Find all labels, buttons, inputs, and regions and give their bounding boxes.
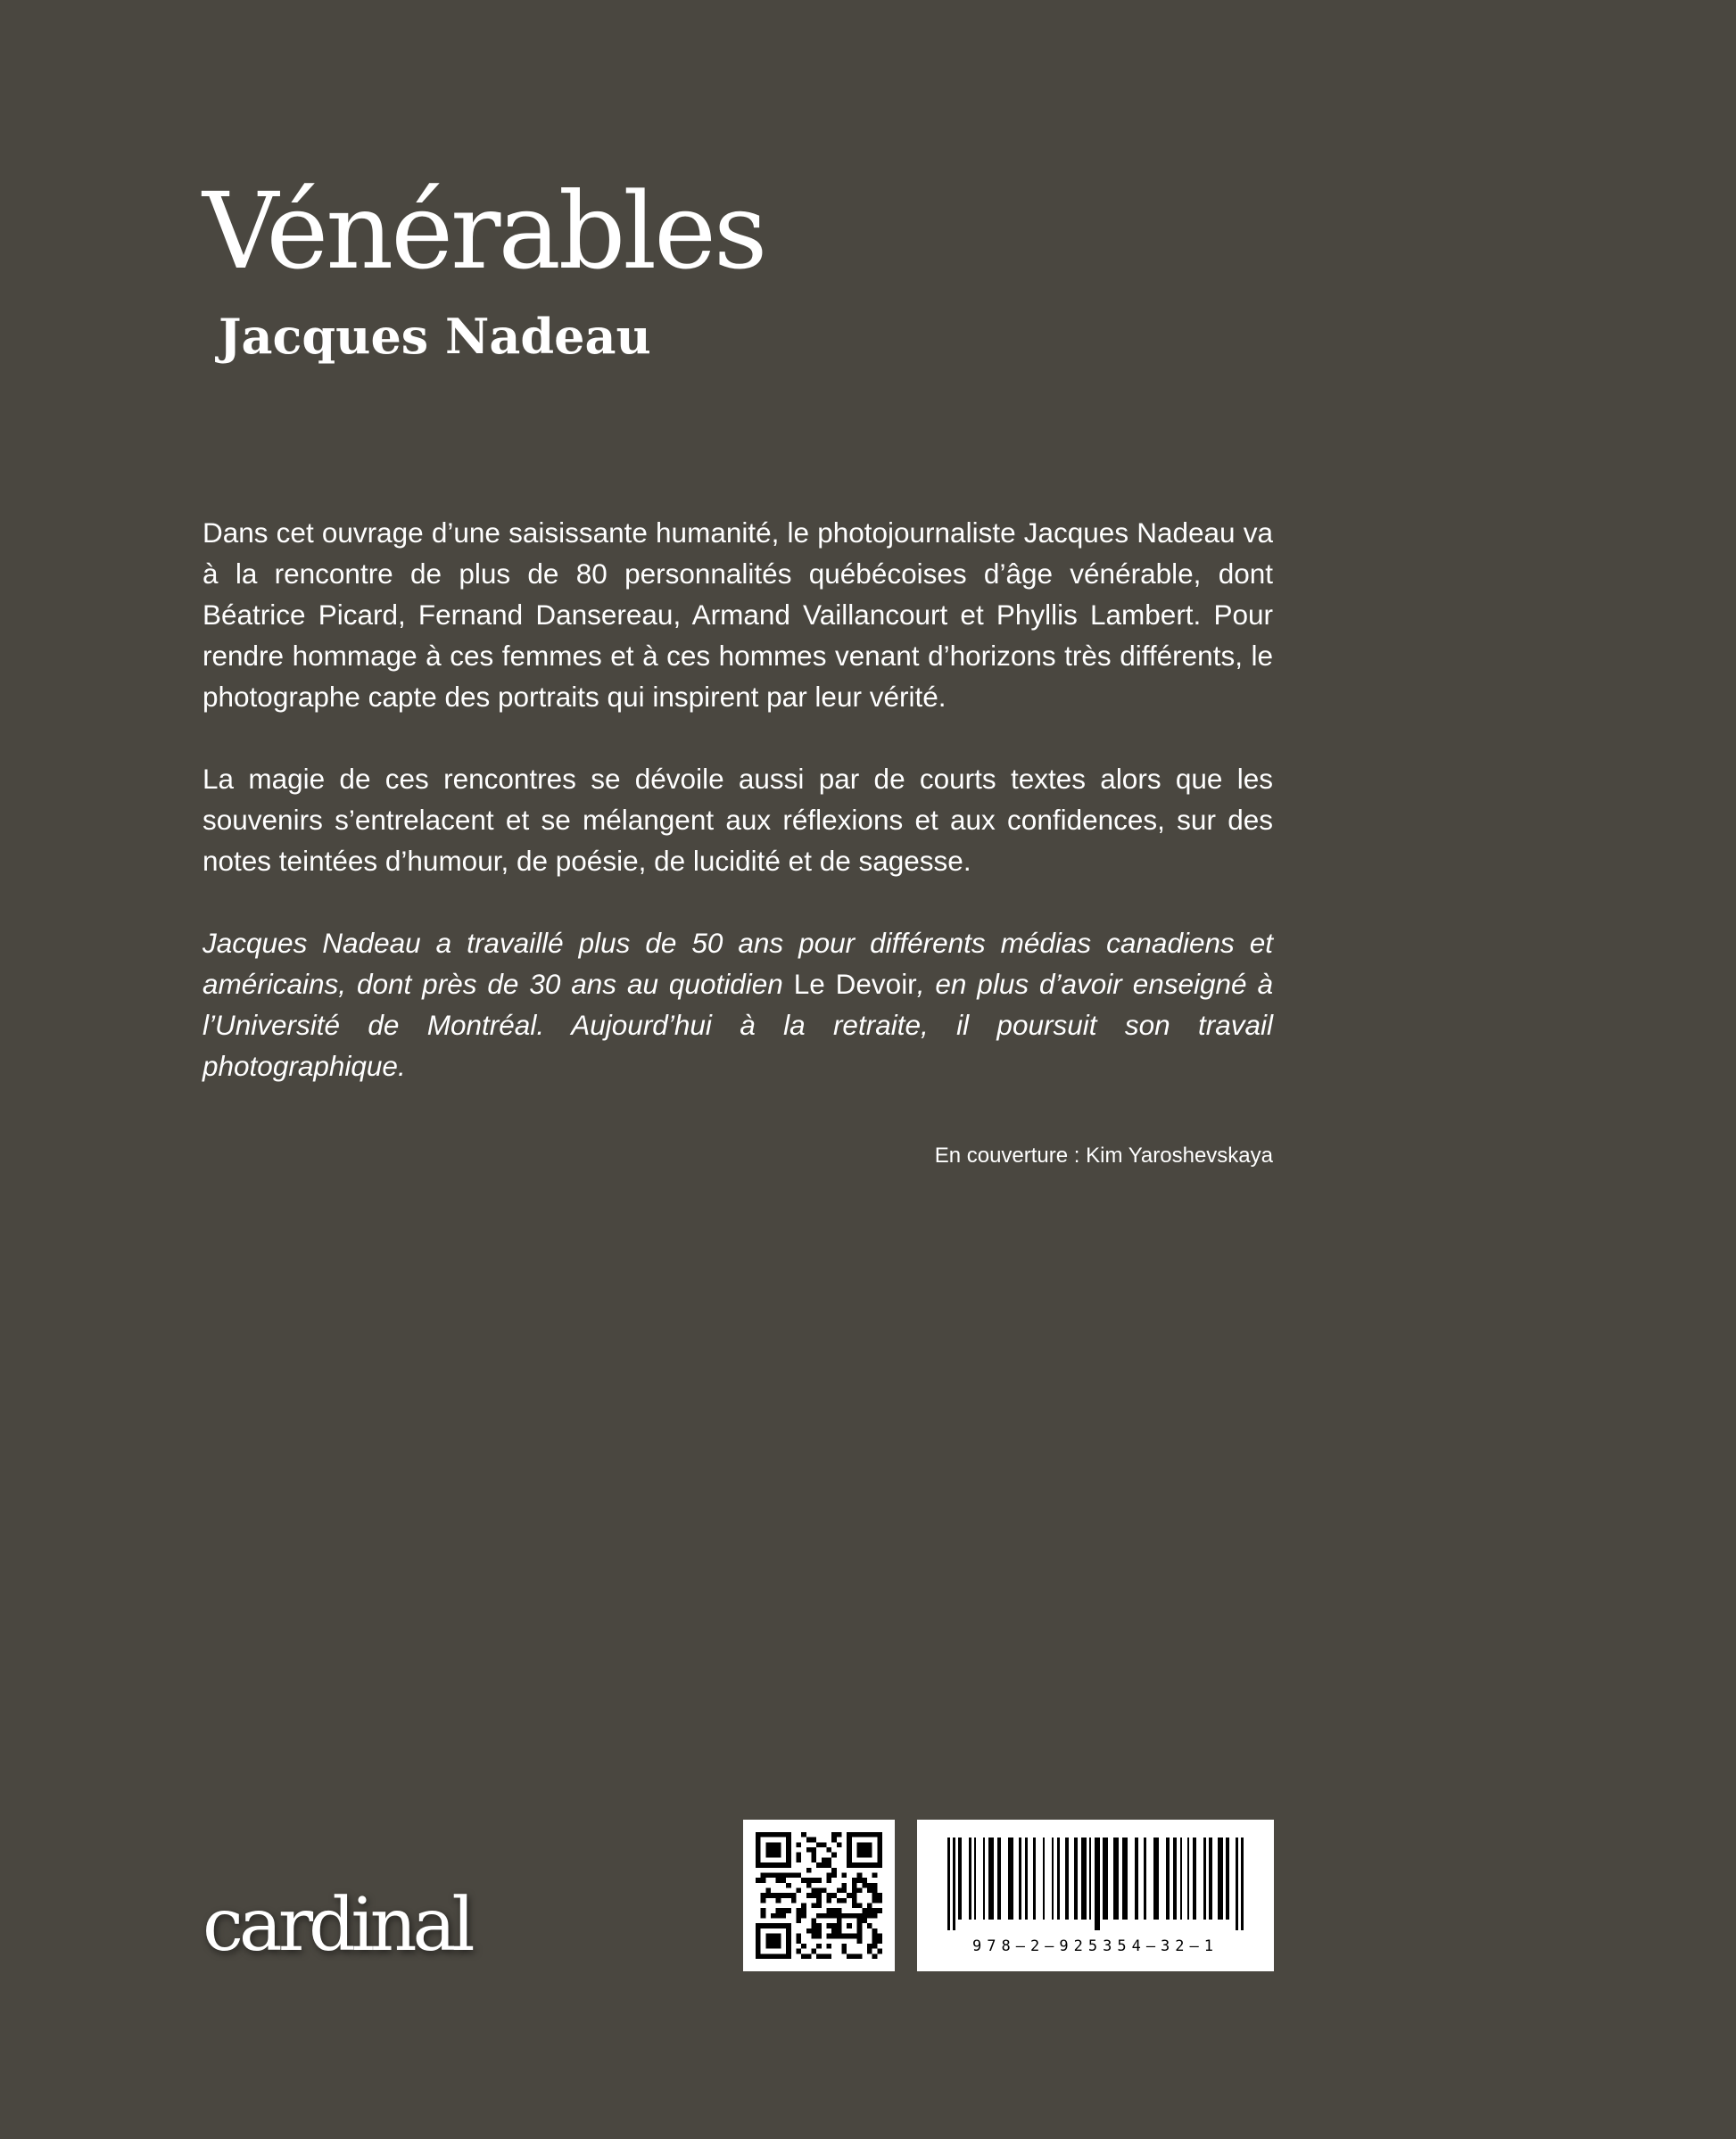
isbn-number: 978—2—925354—32—1 bbox=[972, 1937, 1219, 1955]
author-name: Jacques Nadeau bbox=[219, 308, 651, 365]
book-title: Vénérables bbox=[203, 169, 765, 293]
qr-code-pattern bbox=[756, 1832, 882, 1959]
description-paragraph-2: La magie de ces rencontres se dévoile aussi par de courts textes alors que les souvenirs s’entrelacent et se mélangent aux réflexions et aux confidences, sur des notes teintées d’humour, de poésie, de lucidité et de sagesse. bbox=[203, 763, 1273, 877]
isbn-barcode bbox=[917, 1820, 1274, 1971]
author-bio-part-2: , en plus d’avoir enseigné à l’Université de Montréal. Aujourd’hui à la retraite, il poursuit son travail photographique. bbox=[203, 968, 1273, 1082]
publisher-logo: cardinal bbox=[203, 1883, 471, 1968]
cover-photo-credit: En couverture : Kim Yaroshevskaya bbox=[934, 1144, 1273, 1168]
barcode-bars bbox=[947, 1838, 1244, 1930]
qr-code bbox=[743, 1820, 895, 1971]
author-bio-part-1: Jacques Nadeau a travaillé plus de 50 ans pour différents médias canadiens et américains, dont près de 30 ans au quotidien bbox=[203, 927, 1273, 1000]
description-paragraph-1: Dans cet ouvrage d’une saisissante humanité, le photojournaliste Jacques Nadeau va à la rencontre de plus de 80 personnalités québécoises d’âge vénérable, dont Béatrice Picard, Fernand Dansereau, Armand Vaillancourt et Phyllis Lambert. Pour rendre hommage à ces femmes et à ces hommes venant d’horizons très différents, le photographe capte des portraits qui inspirent par leur vérité. bbox=[203, 516, 1273, 713]
newspaper-name: Le Devoir bbox=[793, 968, 917, 1000]
author-bio bbox=[203, 922, 1273, 1086]
back-cover-text bbox=[203, 512, 1273, 1127]
